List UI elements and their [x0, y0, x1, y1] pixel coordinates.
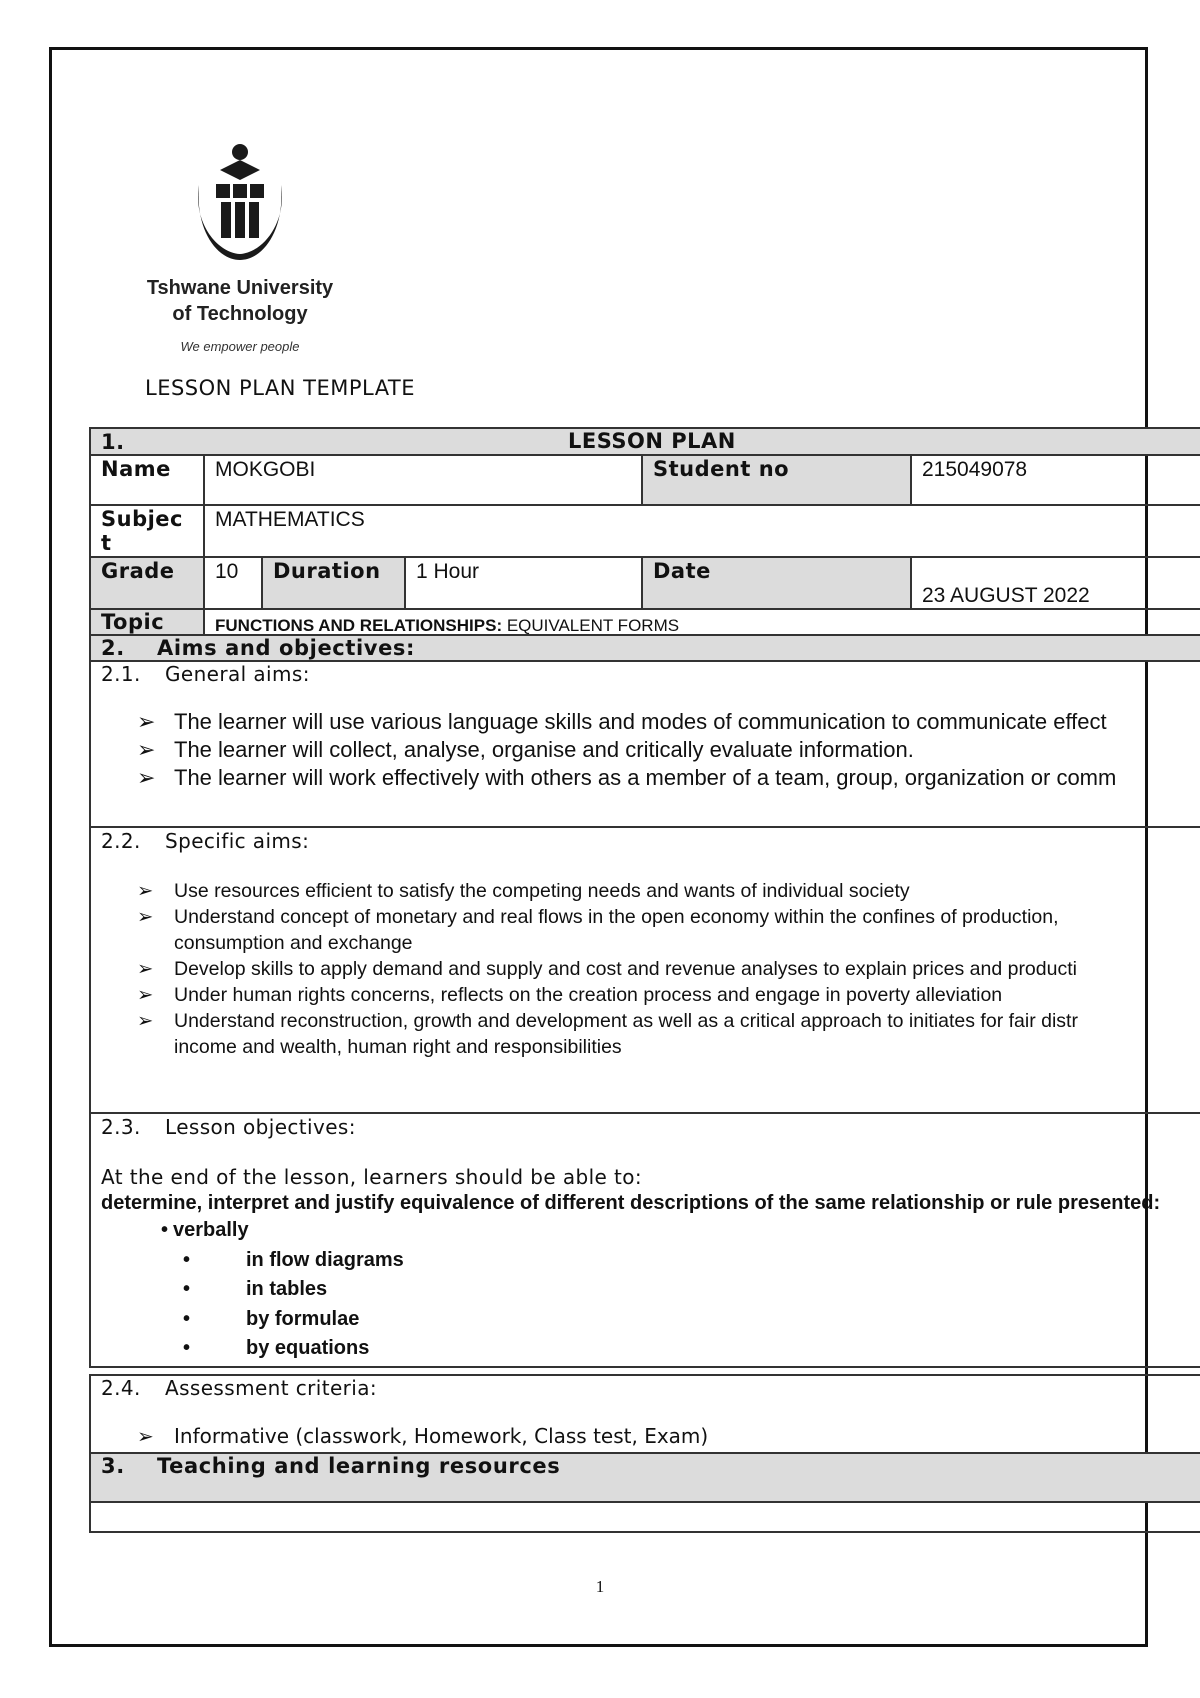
- date-value-cell: [910, 556, 1200, 610]
- arrow-bullet-icon: ➢: [137, 737, 156, 762]
- arrow-bullet-icon: ➢: [137, 880, 154, 902]
- list-item: [101, 1275, 1190, 1305]
- date-value: 23 AUGUST 2022: [922, 584, 1090, 607]
- topic-bold: FUNCTIONS AND RELATIONSHIPS:: [215, 616, 503, 635]
- university-tagline: We empower people: [180, 339, 300, 354]
- section-1-header: [89, 427, 1200, 456]
- section-1-number: 1.: [101, 430, 125, 454]
- student-no-label: Student no: [653, 457, 790, 481]
- grade-label: Grade: [101, 559, 175, 583]
- list-item: [101, 982, 1190, 1008]
- section-2-number: 2.: [101, 636, 125, 660]
- topic-label-cell: [89, 608, 205, 636]
- list-item-text: verbally: [173, 1219, 249, 1241]
- arrow-bullet-icon: ➢: [137, 765, 156, 790]
- specific-aims-list: [101, 878, 1190, 1060]
- lesson-plan-table: [89, 427, 1200, 1537]
- section-2-header: [89, 634, 1200, 662]
- name-label-cell: [89, 454, 205, 506]
- university-name-line1: Tshwane University: [146, 277, 334, 299]
- list-item-text: in tables: [246, 1278, 328, 1300]
- grade-value-cell: [203, 556, 263, 610]
- general-aims-cell: [89, 660, 1200, 828]
- list-item-text: in flow diagrams: [246, 1248, 404, 1271]
- name-value: MOKGOBI: [215, 458, 316, 481]
- specific-aims-title: Specific aims:: [165, 829, 310, 853]
- subject-label-line1: Subjec: [101, 507, 183, 531]
- list-item-text-continued: income and wealth, human right and responsibilities: [174, 1036, 622, 1058]
- university-logo: [140, 140, 340, 354]
- student-no-value-cell: [910, 454, 1200, 506]
- arrow-bullet-icon: ➢: [137, 984, 154, 1006]
- list-item: [101, 1334, 1190, 1364]
- list-item: [101, 1008, 1190, 1060]
- list-item-text: Understand concept of monetary and real flows in the open economy within the confines of production,: [174, 906, 1059, 928]
- arrow-bullet-icon: ➢: [137, 1424, 154, 1448]
- duration-label-cell: [261, 556, 406, 610]
- list-item-text: Informative (classwork, Homework, Class test, Exam): [174, 1424, 709, 1448]
- section-3-title: Teaching and learning resources: [157, 1454, 561, 1478]
- list-item: [101, 904, 1190, 956]
- list-item-text-continued: consumption and exchange: [174, 932, 413, 954]
- list-item: [101, 708, 1190, 736]
- dot-bullet-icon: •: [183, 1337, 191, 1359]
- list-item-text: The learner will work effectively with others as a member of a team, group, organization or comm: [174, 765, 1117, 790]
- university-name-line2: of Technology: [172, 303, 308, 325]
- lesson-objectives-number: 2.3.: [101, 1115, 141, 1139]
- list-item: [101, 878, 1190, 904]
- document-title: LESSON PLAN TEMPLATE: [145, 376, 416, 400]
- list-item: [101, 1305, 1190, 1335]
- student-no-label-cell: [641, 454, 912, 506]
- subject-value-cell: [203, 504, 1200, 558]
- subject-label-line2: t: [101, 531, 112, 555]
- list-item-text: The learner will collect, analyse, organise and critically evaluate information.: [174, 737, 914, 762]
- resources-content-cell: [89, 1501, 1200, 1533]
- subject-label-cell: [89, 504, 205, 558]
- general-aims-title: General aims:: [165, 662, 310, 686]
- list-item: [101, 1424, 1190, 1448]
- list-item: [101, 736, 1190, 764]
- page-number: 1: [595, 1577, 605, 1596]
- assessment-number: 2.4.: [101, 1376, 141, 1400]
- assessment-cell: [89, 1374, 1200, 1454]
- topic-label: Topic: [101, 610, 165, 634]
- specific-aims-cell: [89, 826, 1200, 1114]
- list-item-text: Understand reconstruction, growth and development as well as a critical approach to initiates for fair distr: [174, 1010, 1078, 1032]
- section-2-title: Aims and objectives:: [157, 636, 416, 660]
- assessment-list: [101, 1424, 1190, 1448]
- dot-bullet-icon: •: [161, 1219, 169, 1241]
- list-item-text: by formulae: [246, 1307, 360, 1330]
- grade-value: 10: [215, 560, 239, 583]
- general-aims-list: [101, 708, 1190, 792]
- arrow-bullet-icon: ➢: [137, 906, 154, 928]
- objectives-list: [101, 1216, 1190, 1364]
- date-label: Date: [653, 559, 711, 583]
- university-name: [140, 275, 340, 327]
- tut-emblem-icon: [185, 140, 295, 265]
- arrow-bullet-icon: ➢: [137, 1010, 154, 1032]
- student-no-value: 215049078: [922, 458, 1028, 481]
- lesson-objectives-title: Lesson objectives:: [165, 1115, 356, 1139]
- list-item-text: by equations: [246, 1337, 370, 1359]
- duration-value-cell: [404, 556, 643, 610]
- list-item: [101, 1246, 1190, 1276]
- dot-bullet-icon: •: [183, 1278, 191, 1300]
- section-3-number: 3.: [101, 1454, 125, 1478]
- grade-label-cell: [89, 556, 205, 610]
- section-3-header: [89, 1452, 1200, 1503]
- list-item-text: Develop skills to apply demand and supply and cost and revenue analyses to explain prices and producti: [174, 958, 1077, 980]
- topic-value-cell: [203, 608, 1200, 636]
- list-item: [101, 956, 1190, 982]
- specific-aims-number: 2.2.: [101, 829, 141, 853]
- assessment-title: Assessment criteria:: [165, 1376, 378, 1400]
- duration-value: 1 Hour: [416, 560, 480, 583]
- name-value-cell: [203, 454, 643, 506]
- list-item-text: Use resources efficient to satisfy the competing needs and wants of individual society: [174, 880, 910, 902]
- dot-bullet-icon: •: [183, 1307, 191, 1330]
- duration-label: Duration: [273, 559, 381, 583]
- list-item-text: Under human rights concerns, reflects on the creation process and engage in poverty alleviation: [174, 984, 1003, 1006]
- subject-value: MATHEMATICS: [215, 508, 365, 531]
- list-item-text: The learner will use various language skills and modes of communication to communicate effect: [174, 709, 1107, 734]
- name-label: Name: [101, 457, 171, 481]
- objectives-intro: At the end of the lesson, learners should be able to:: [101, 1165, 643, 1189]
- section-1-title: LESSON PLAN: [568, 429, 736, 453]
- date-label-cell: [641, 556, 912, 610]
- lesson-objectives-cell: [89, 1112, 1200, 1368]
- topic-rest: EQUIVALENT FORMS: [502, 616, 680, 635]
- arrow-bullet-icon: ➢: [137, 958, 154, 980]
- list-item: [101, 1216, 1190, 1246]
- arrow-bullet-icon: ➢: [137, 709, 156, 734]
- objectives-statement: determine, interpret and justify equivalence of different descriptions of the same relationship or rule presented:: [101, 1192, 1161, 1214]
- general-aims-number: 2.1.: [101, 662, 141, 686]
- list-item: [101, 764, 1190, 792]
- dot-bullet-icon: •: [183, 1248, 191, 1271]
